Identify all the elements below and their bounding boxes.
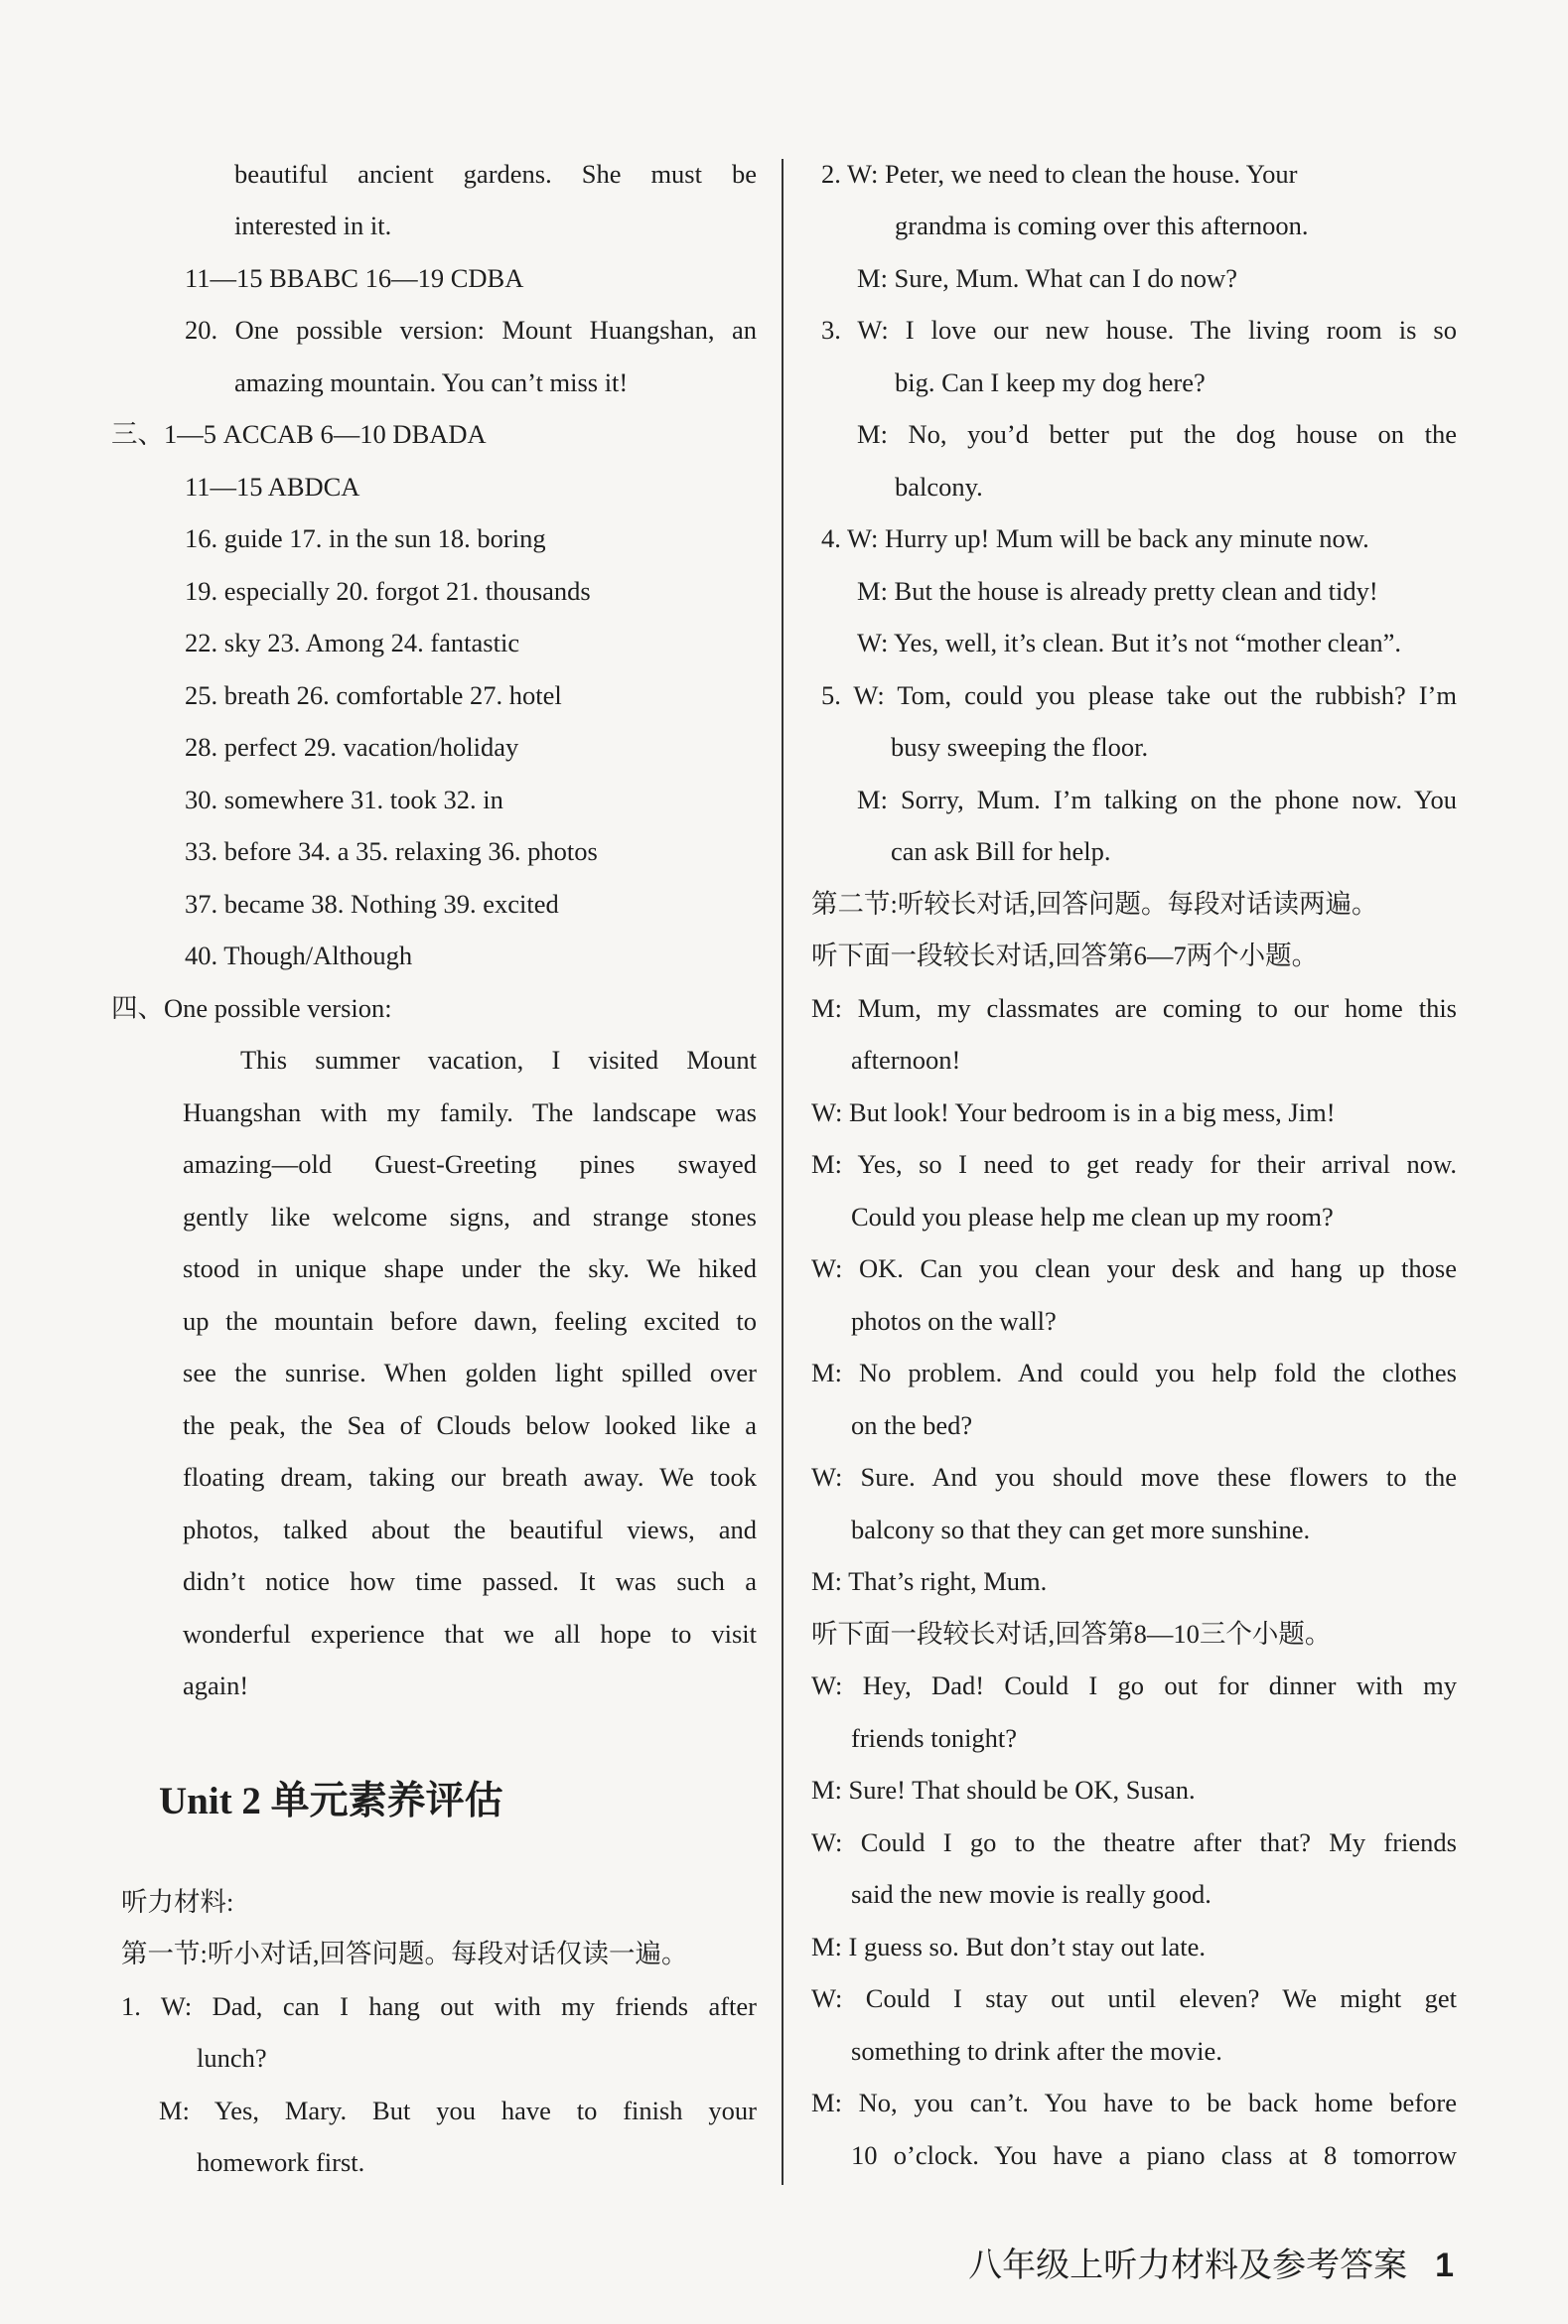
text-line: said the new movie is really good. xyxy=(851,1879,1212,1909)
text-line: wonderful experience that we all hope to visit xyxy=(183,1619,757,1649)
text-line: the peak, the Sea of Clouds below looked like a xyxy=(183,1410,757,1440)
text-line: on the bed? xyxy=(851,1410,973,1440)
text-line: 11—15 ABDCA xyxy=(185,472,360,502)
text-line: photos on the wall? xyxy=(851,1306,1057,1336)
text-line: amazing mountain. You can’t miss it! xyxy=(234,367,629,397)
text-line: 听下面一段较长对话,回答第6—7两个小题。 xyxy=(811,941,1319,970)
text-line: stood in unique shape under the sky. We hiked xyxy=(183,1253,757,1283)
text-line: 3. W: I love our new house. The living room is so xyxy=(821,315,1457,345)
text-line: 30. somewhere 31. took 32. in xyxy=(185,785,503,814)
text-line: M: Sure, Mum. What can I do now? xyxy=(857,263,1237,293)
footer-title: 八年级上听力材料及参考答案 xyxy=(968,2248,1408,2284)
text-line: This summer vacation, I visited Mount xyxy=(240,1045,757,1075)
text-line: homework first. xyxy=(197,2147,365,2177)
text-line: 2. W: Peter, we need to clean the house. Your xyxy=(821,159,1298,189)
text-line: M: I guess so. But don’t stay out late. xyxy=(811,1932,1206,1961)
text-line: friends tonight? xyxy=(851,1723,1018,1753)
text-line: 4. W: Hurry up! Mum will be back any minute now. xyxy=(821,523,1369,553)
text-line: Could you please help me clean up my room? xyxy=(851,1202,1334,1232)
text-line: floating dream, taking our breath away. We took xyxy=(183,1462,757,1492)
text-line: M: No, you’d better put the dog house on the xyxy=(857,419,1457,449)
text-line: beautiful ancient gardens. She must be xyxy=(234,159,757,189)
text-line: M: No, you can’t. You have to be back home before xyxy=(811,2088,1457,2117)
text-line: 10 o’clock. You have a piano class at 8 tomorrow xyxy=(851,2140,1457,2170)
text-line: can ask Bill for help. xyxy=(891,836,1111,866)
text-line: big. Can I keep my dog here? xyxy=(895,367,1206,397)
column-divider xyxy=(782,159,784,2185)
text-line: W: Yes, well, it’s clean. But it’s not “mother clean”. xyxy=(857,628,1402,657)
text-line: 四、One possible version: xyxy=(111,993,392,1023)
text-line: again! xyxy=(183,1670,249,1700)
text-line: 第一节:听小对话,回答问题。每段对话仅读一遍。 xyxy=(121,1939,688,1968)
text-line: balcony. xyxy=(895,472,983,502)
text-line: see the sunrise. When golden light spilled over xyxy=(183,1358,757,1387)
text-line: 25. breath 26. comfortable 27. hotel xyxy=(185,680,562,710)
text-line: amazing—old Guest-Greeting pines swayed xyxy=(183,1149,757,1179)
text-line: W: Sure. And you should move these flowers to the xyxy=(811,1462,1457,1492)
text-line: W: Hey, Dad! Could I go out for dinner with my xyxy=(811,1670,1457,1700)
text-line: 听力材料: xyxy=(121,1887,234,1917)
text-line: M: Yes, Mary. But you have to finish your xyxy=(159,2096,757,2125)
text-line: M: But the house is already pretty clean and tidy! xyxy=(857,576,1378,606)
text-line: 40. Though/Although xyxy=(185,941,413,970)
text-line: afternoon! xyxy=(851,1045,961,1075)
text-line: M: Yes, so I need to get ready for their arrival now. xyxy=(811,1149,1457,1179)
text-line: interested in it. xyxy=(234,211,392,240)
text-line: M: Sure! That should be OK, Susan. xyxy=(811,1775,1196,1805)
text-line: gently like welcome signs, and strange stones xyxy=(183,1202,757,1232)
text-line: 第二节:听较长对话,回答问题。每段对话读两遍。 xyxy=(811,889,1378,919)
text-line: something to drink after the movie. xyxy=(851,2036,1222,2066)
text-line: W: Could I go to the theatre after that? My friends xyxy=(811,1827,1457,1857)
text-line: 19. especially 20. forgot 21. thousands xyxy=(185,576,591,606)
text-line: 1. W: Dad, can I hang out with my friends after xyxy=(121,1991,757,2021)
text-line: 11—15 BBABC 16—19 CDBA xyxy=(185,263,524,293)
text-line: didn’t notice how time passed. It was such a xyxy=(183,1566,757,1596)
text-line: M: Mum, my classmates are coming to our home this xyxy=(811,993,1457,1023)
text-line: 37. became 38. Nothing 39. excited xyxy=(185,889,559,919)
text-line: up the mountain before dawn, feeling excited to xyxy=(183,1306,757,1336)
text-line: Huangshan with my family. The landscape was xyxy=(183,1097,757,1127)
unit-heading: Unit 2 单元素养评估 xyxy=(159,1780,503,1822)
text-line: 22. sky 23. Among 24. fantastic xyxy=(185,628,520,657)
text-line: M: No problem. And could you help fold the clothes xyxy=(811,1358,1457,1387)
text-line: 33. before 34. a 35. relaxing 36. photos xyxy=(185,836,598,866)
text-line: W: OK. Can you clean your desk and hang up those xyxy=(811,1253,1457,1283)
text-line: 听下面一段较长对话,回答第8—10三个小题。 xyxy=(811,1619,1332,1649)
text-line: busy sweeping the floor. xyxy=(891,732,1149,762)
text-line: 16. guide 17. in the sun 18. boring xyxy=(185,523,546,553)
page-footer xyxy=(968,2238,1454,2286)
text-line: 5. W: Tom, could you please take out the rubbish? I’m xyxy=(821,680,1457,710)
text-line: M: Sorry, Mum. I’m talking on the phone now. You xyxy=(857,785,1457,814)
text-line: photos, talked about the beautiful views, and xyxy=(183,1515,757,1544)
text-line: W: Could I stay out until eleven? We might get xyxy=(811,1983,1457,2013)
text-line: 20. One possible version: Mount Huangshan, an xyxy=(185,315,757,345)
text-line: grandma is coming over this afternoon. xyxy=(895,211,1309,240)
text-line: 28. perfect 29. vacation/holiday xyxy=(185,732,519,762)
text-line: lunch? xyxy=(197,2043,267,2073)
page-number: 1 xyxy=(1435,2247,1454,2284)
text-line: W: But look! Your bedroom is in a big mess, Jim! xyxy=(811,1097,1336,1127)
text-line: balcony so that they can get more sunshine. xyxy=(851,1515,1311,1544)
text-line: M: That’s right, Mum. xyxy=(811,1566,1048,1596)
text-line: 三、1—5 ACCAB 6—10 DBADA xyxy=(111,419,487,449)
